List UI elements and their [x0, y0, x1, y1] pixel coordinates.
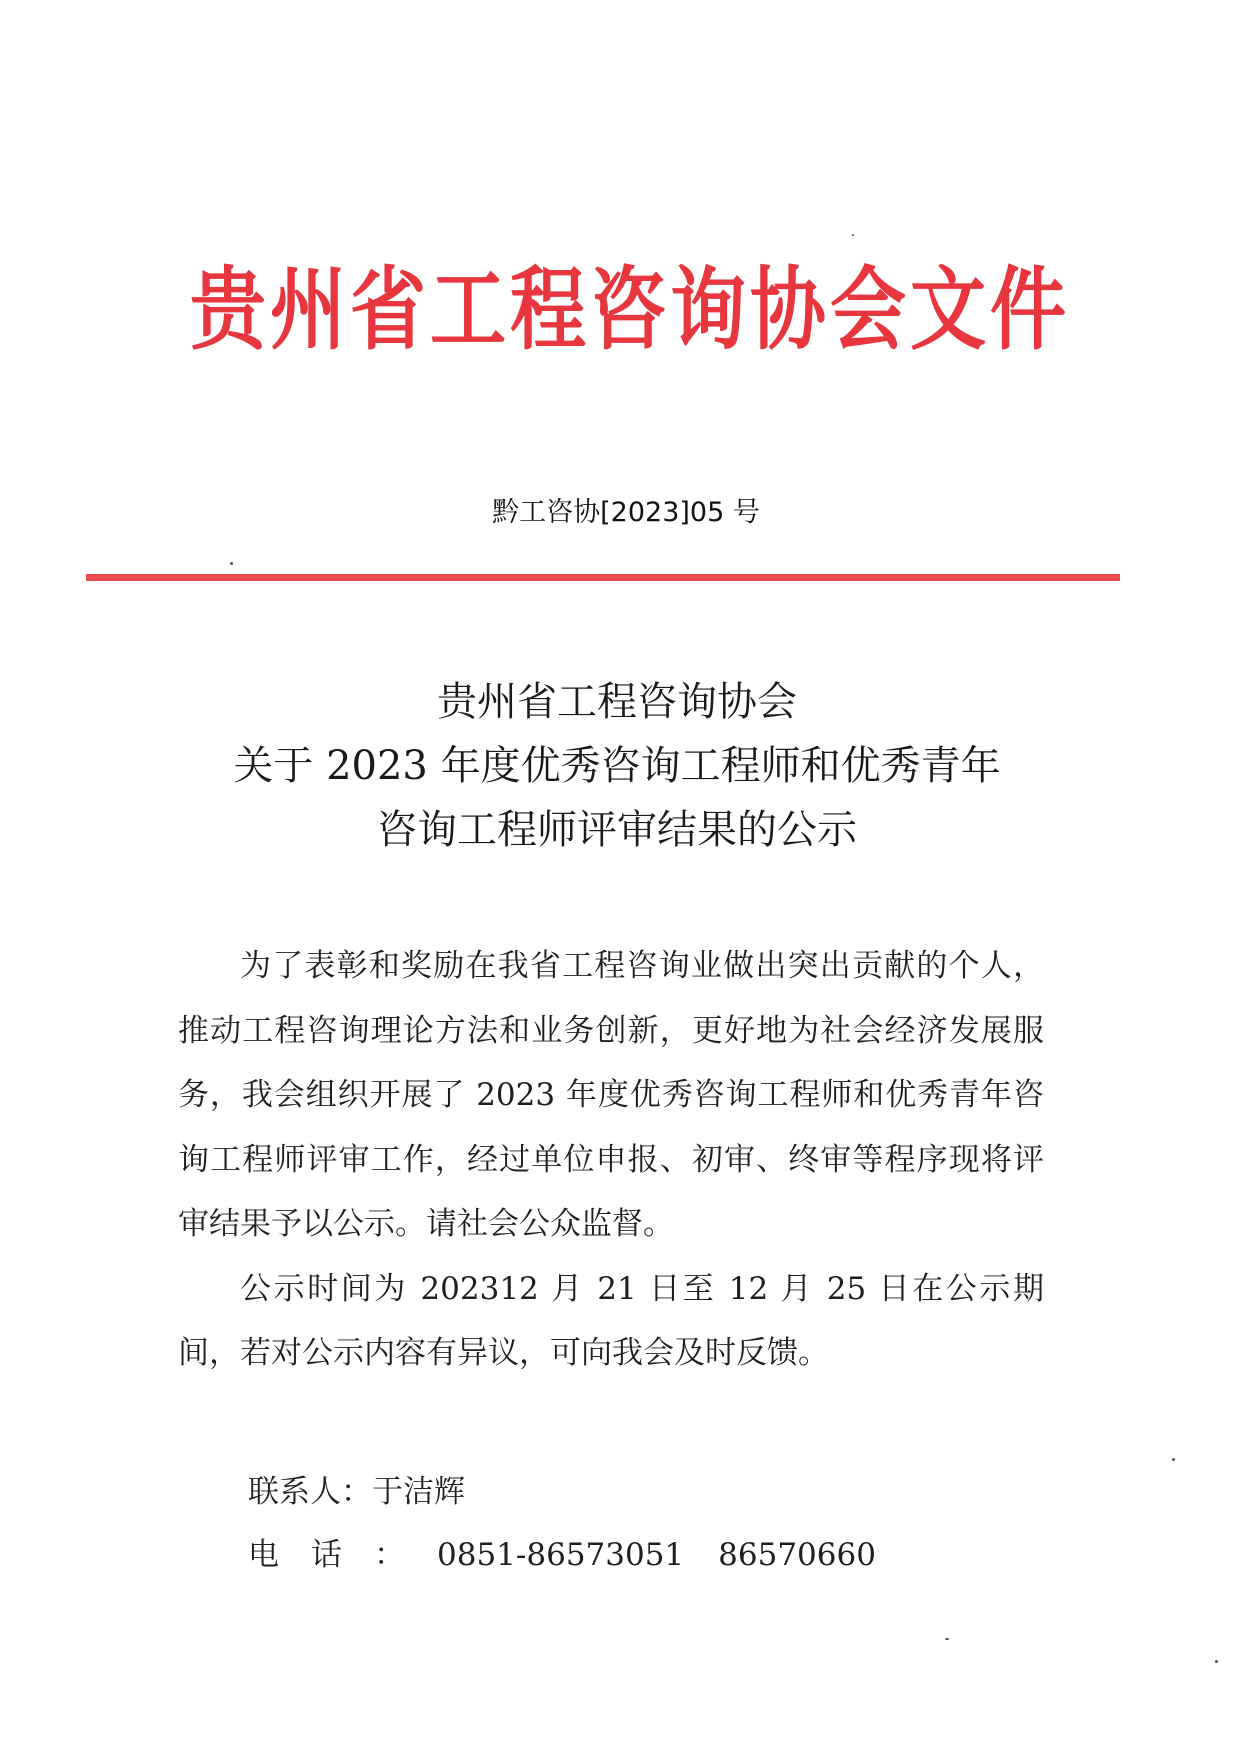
title-line-1: 贵州省工程咨询协会: [437, 679, 797, 725]
scan-speck: [1215, 1660, 1218, 1663]
body-paragraph-1: 为了表彰和奖励在我省工程咨询业做出突出贡献的个人，推动工程咨询理论方法和业务创新，更好地为社会经济发展服务，我会组织开展了 2023 年度优秀咨询工程师和优秀青年咨询工程师评审工作，经过单位申报、初审、终审等程序现将评审结果予以公示。请社会公众监督。: [178, 948, 1044, 1242]
scan-speck: [852, 234, 854, 236]
scan-speck: [1172, 1458, 1175, 1461]
title-line-2: 关于 2023 年度优秀咨询工程师和优秀青年: [233, 743, 1001, 789]
contact-phone: [248, 1529, 876, 1574]
contact-phone-label: 电话：: [248, 1537, 437, 1573]
notice-title: [0, 670, 1234, 862]
contact-person: [248, 1466, 465, 1511]
notice-body: [178, 934, 1044, 1386]
contact-person-name: 于洁辉: [372, 1474, 465, 1510]
title-line-3: 咨询工程师评审结果的公示: [377, 807, 857, 853]
document-number: 黔工咨协[2023]05 号: [492, 497, 760, 528]
contact-phone-number-2: 86570660: [718, 1537, 876, 1573]
masthead-title: 贵州省工程咨询协会文件: [190, 256, 1070, 362]
scan-speck: [230, 562, 233, 565]
red-divider-line: [86, 574, 1120, 581]
body-paragraph-2: 公示时间为 202312 月 21 日至 12 月 25 日在公示期间，若对公示内容有异议，可向我会及时反馈。: [178, 1270, 1044, 1371]
scan-speck: [945, 1638, 949, 1640]
contact-phone-number-1: 0851-86573051: [437, 1537, 685, 1573]
contact-person-label: 联系人：: [248, 1474, 372, 1510]
